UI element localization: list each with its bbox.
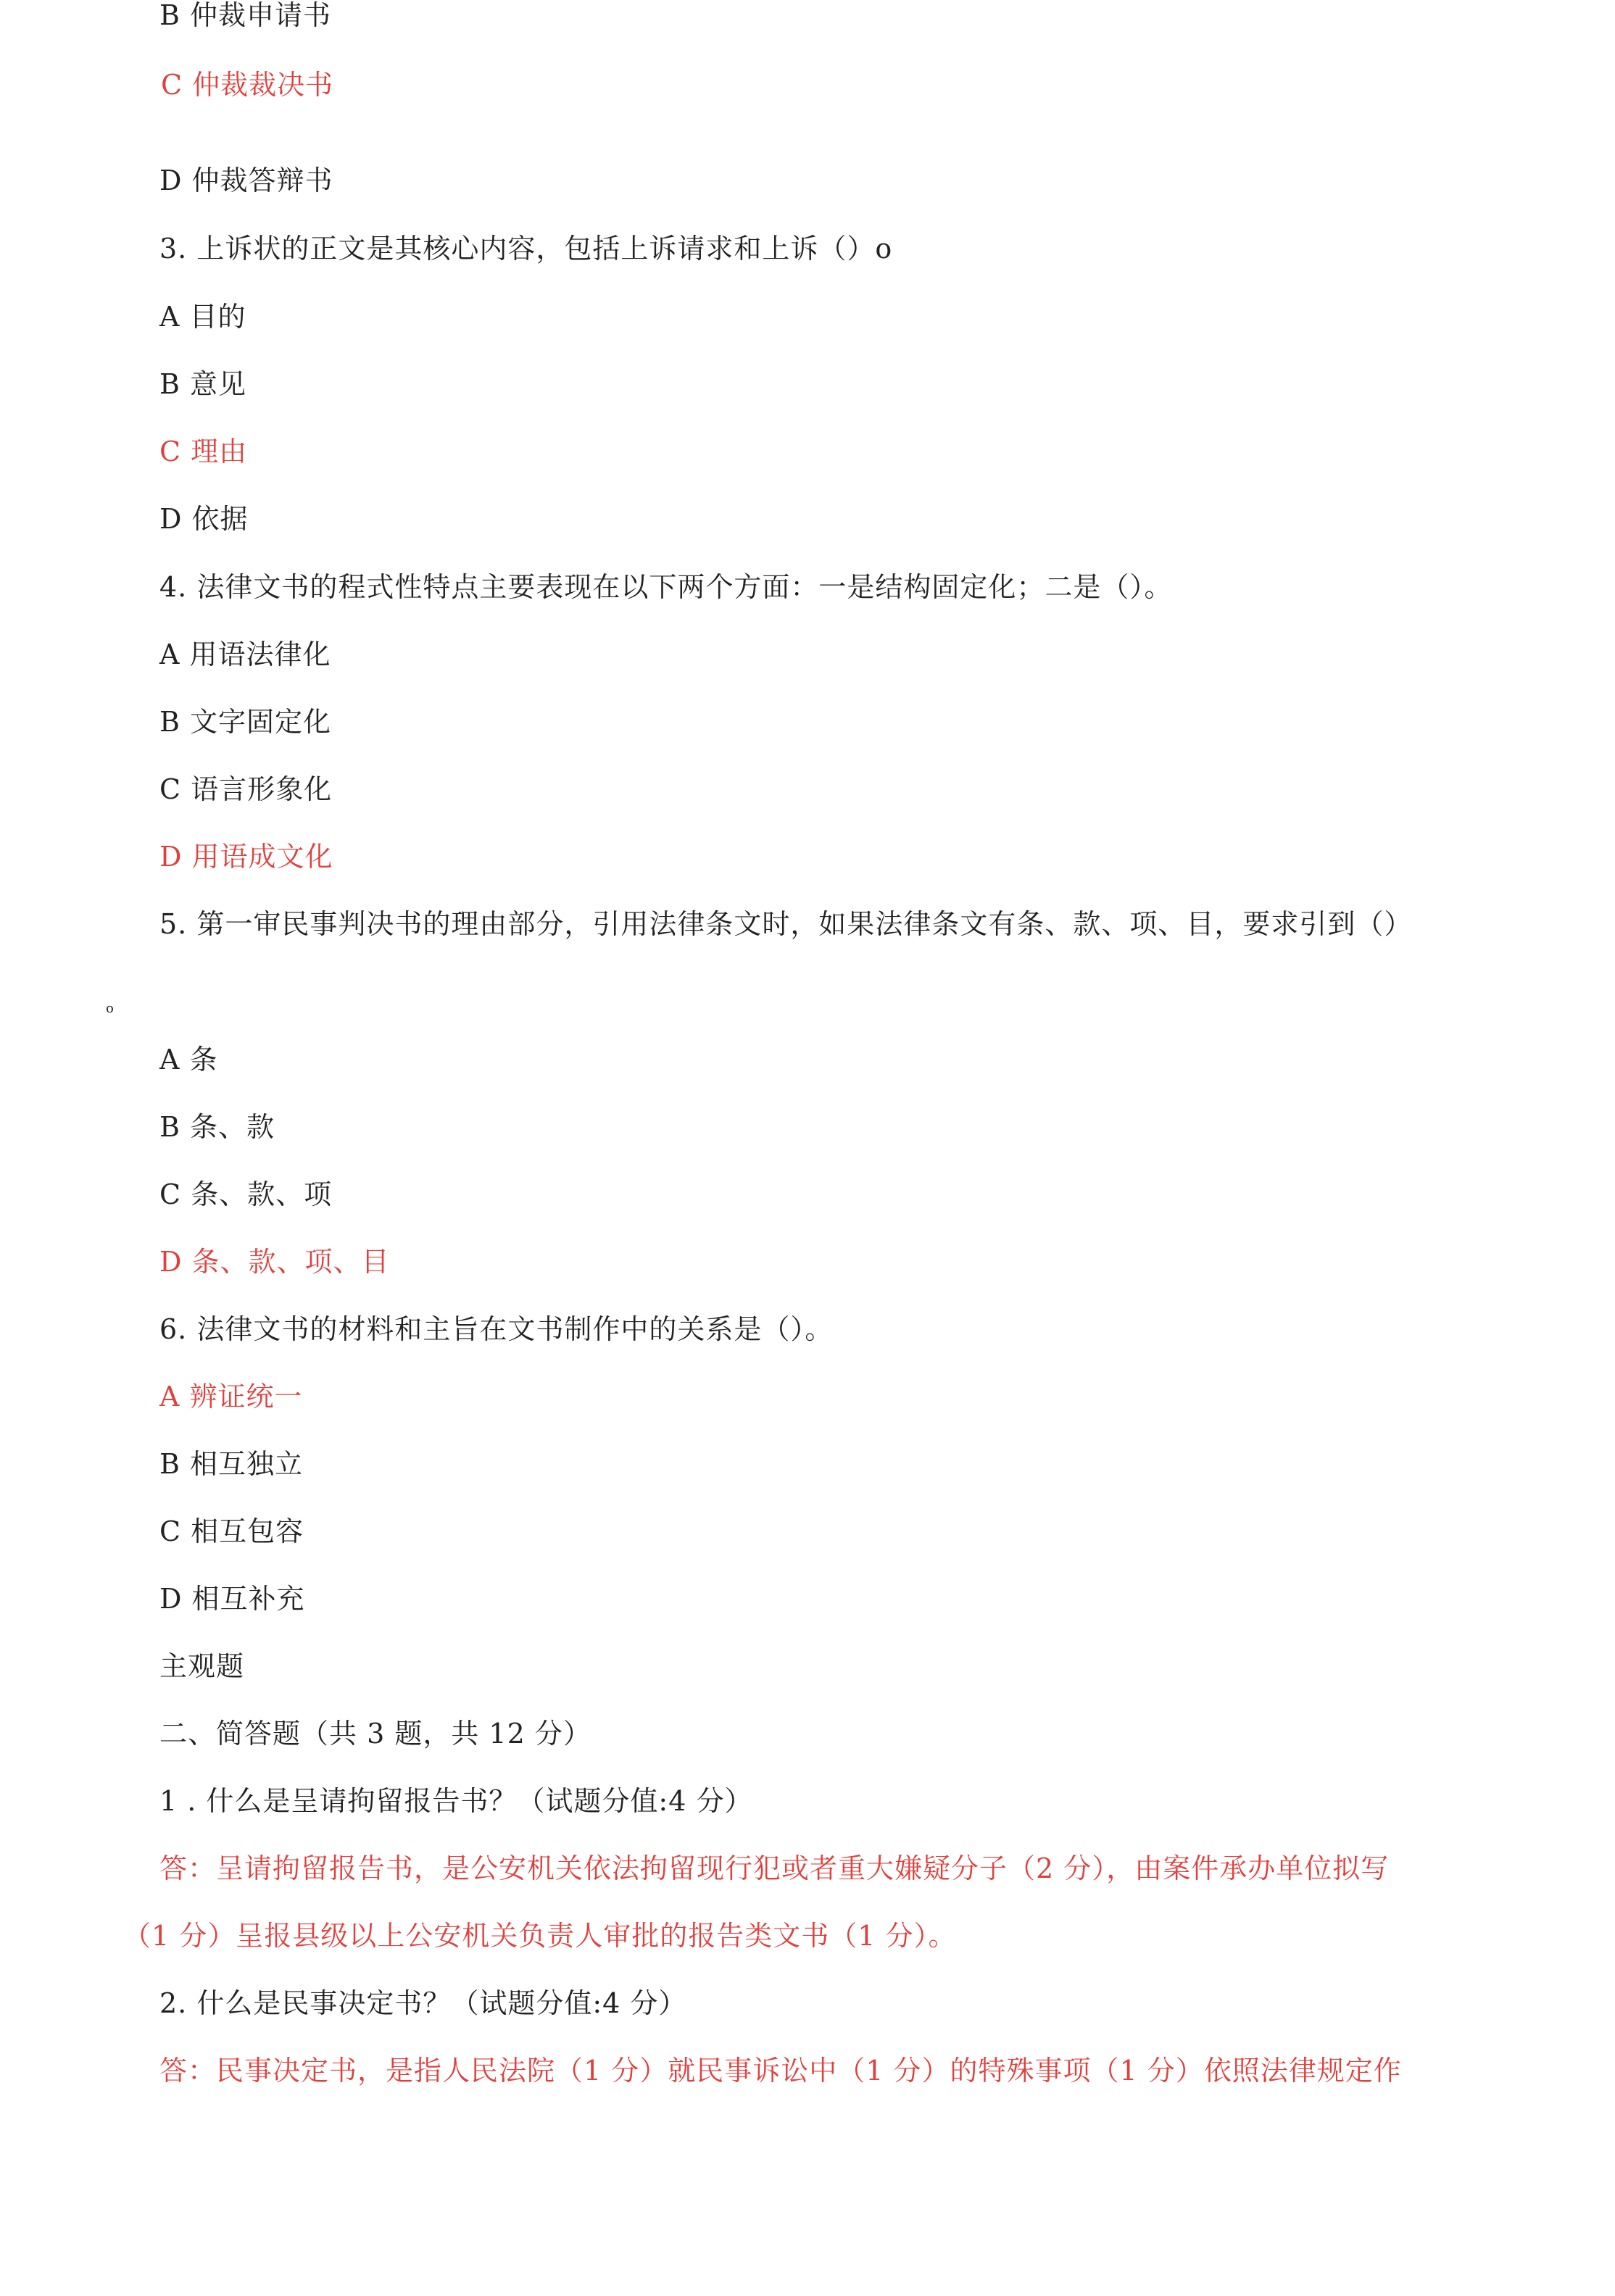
subjective-label: 主观题	[159, 1650, 245, 1682]
q6-question: 6. 法律文书的材料和主旨在文书制作中的关系是（）。	[159, 1313, 834, 1345]
q2-option-b: B 仲裁申请书	[159, 0, 332, 31]
q3-option-c-answer: C 理由	[159, 436, 248, 467]
q6-option-c: C 相互包容	[159, 1515, 304, 1547]
q2-option-d: D 仲裁答辩书	[159, 165, 333, 196]
q3-question: 3. 上诉状的正文是其核心内容，包括上诉请求和上诉（）o	[159, 233, 893, 265]
q6-option-d: D 相互补充	[159, 1583, 305, 1615]
q4-option-b: B 文字固定化	[159, 706, 332, 738]
q5-option-c: C 条、款、项	[159, 1178, 333, 1210]
q3-option-b: B 意见	[159, 368, 247, 400]
q6-option-a-answer: A 辨证统一	[159, 1381, 303, 1413]
short-answer-1-answer-line1: 答：呈请拘留报告书，是公安机关依法拘留现行犯或者重大嫌疑分子（2 分），由案件承办单位拟写	[159, 1852, 1390, 1884]
section-heading: 二、简答题（共 3 题，共 12 分）	[159, 1718, 591, 1750]
q6-option-b: B 相互独立	[159, 1448, 304, 1480]
q4-option-c: C 语言形象化	[159, 773, 333, 805]
short-answer-1-answer-line2: （1 分）呈报县级以上公安机关负责人审批的报告类文书（1 分）。	[123, 1920, 957, 1952]
q5-question-tail: o	[106, 1001, 114, 1016]
q5-option-d-answer: D 条、款、项、目	[159, 1246, 390, 1278]
q5-option-a: A 条	[159, 1044, 218, 1076]
q3-option-d: D 依据	[159, 503, 249, 535]
q4-option-a: A 用语法律化	[159, 639, 331, 670]
short-answer-2-answer-line1: 答：民事决定书，是指人民法院（1 分）就民事诉讼中（1 分）的特殊事项（1 分）依照法律规定作	[159, 2055, 1402, 2087]
q3-option-a: A 目的	[159, 301, 246, 333]
q5-option-b: B 条、款	[159, 1111, 275, 1143]
q2-option-c-answer: C 仲裁裁决书	[161, 69, 334, 101]
short-answer-1-question: 1 . 什么是呈请拘留报告书？（试题分值:4 分）	[159, 1785, 753, 1817]
q5-question: 5. 第一审民事判决书的理由部分，引用法律条文时，如果法律条文有条、款、项、目，要求引到（）	[159, 908, 1413, 940]
q4-question: 4. 法律文书的程式性特点主要表现在以下两个方面：一是结构固定化；二是（）。	[159, 571, 1173, 603]
q4-option-d-answer: D 用语成文化	[159, 841, 333, 873]
short-answer-2-question: 2. 什么是民事决定书？（试题分值:4 分）	[159, 1987, 687, 2019]
